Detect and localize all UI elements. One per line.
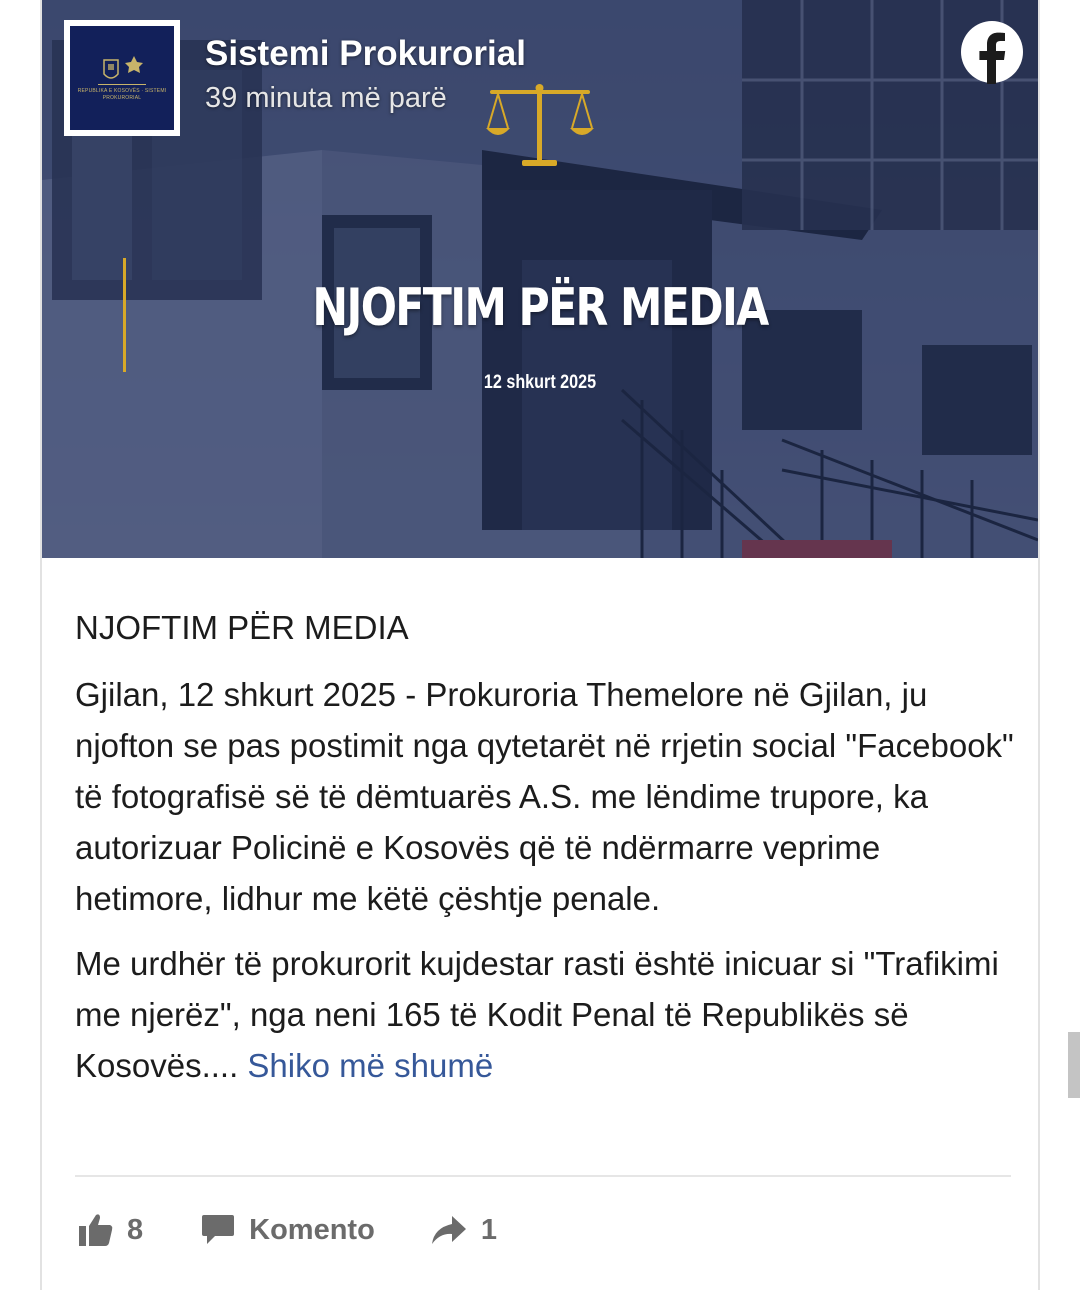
see-more-link[interactable]: Shiko më shumë [247,1047,494,1084]
comment-label: Komento [249,1213,375,1246]
like-button[interactable] [78,1213,143,1247]
share-button[interactable] [431,1214,497,1247]
post-paragraph-1: Gjilan, 12 shkurt 2025 - Prokuroria Themelore në Gjilan, ju njofton se pas postimit nga qytetarët në rrjetin social "Facebook" të fotografisë së të dëmtuarës A.S. me lëndime trupore, ka autorizuar Policinë e Kosovës që të ndërmarre veprime hetimore, lidhur me këtë çështje penale. [75,676,1014,917]
share-icon [431,1215,467,1245]
post-image[interactable] [42,0,1038,558]
post-card [40,0,1040,1290]
prosecution-logo [70,26,174,130]
page-avatar[interactable] [64,20,180,136]
coat-of-arms-icon [70,26,174,130]
image-title: NJOFTIM PËR MEDIA [312,278,768,338]
post-heading: NJOFTIM PËR MEDIA [75,609,409,646]
post-actions [78,1200,497,1260]
post-paragraph-2-text: Me urdhër të prokurorit kujdestar rasti është inicuar si "Trafikimi me njerëz", nga neni 165 të Kodit Penal të Republikës së Kosovës.... [75,945,999,1084]
post-text [75,602,1015,1105]
comment-button[interactable] [201,1214,375,1247]
scales-of-justice-icon [484,82,596,170]
comment-icon [201,1214,235,1246]
post-timestamp[interactable]: 39 minuta më parë [205,82,447,114]
like-count: 8 [127,1213,144,1246]
image-date: 12 shkurt 2025 [483,372,597,393]
logo-caption: REPUBLIKA E KOSOVËS · SISTEMI PROKURORIAL [77,88,167,101]
share-count: 1 [480,1213,497,1246]
facebook-icon[interactable] [960,20,1024,84]
thumbs-up-icon [78,1213,114,1247]
scrollbar-thumb[interactable] [1068,1032,1080,1098]
post-paragraph-2 [75,938,1015,1091]
divider [75,1175,1011,1177]
page-name[interactable]: Sistemi Prokurorial [205,34,526,73]
